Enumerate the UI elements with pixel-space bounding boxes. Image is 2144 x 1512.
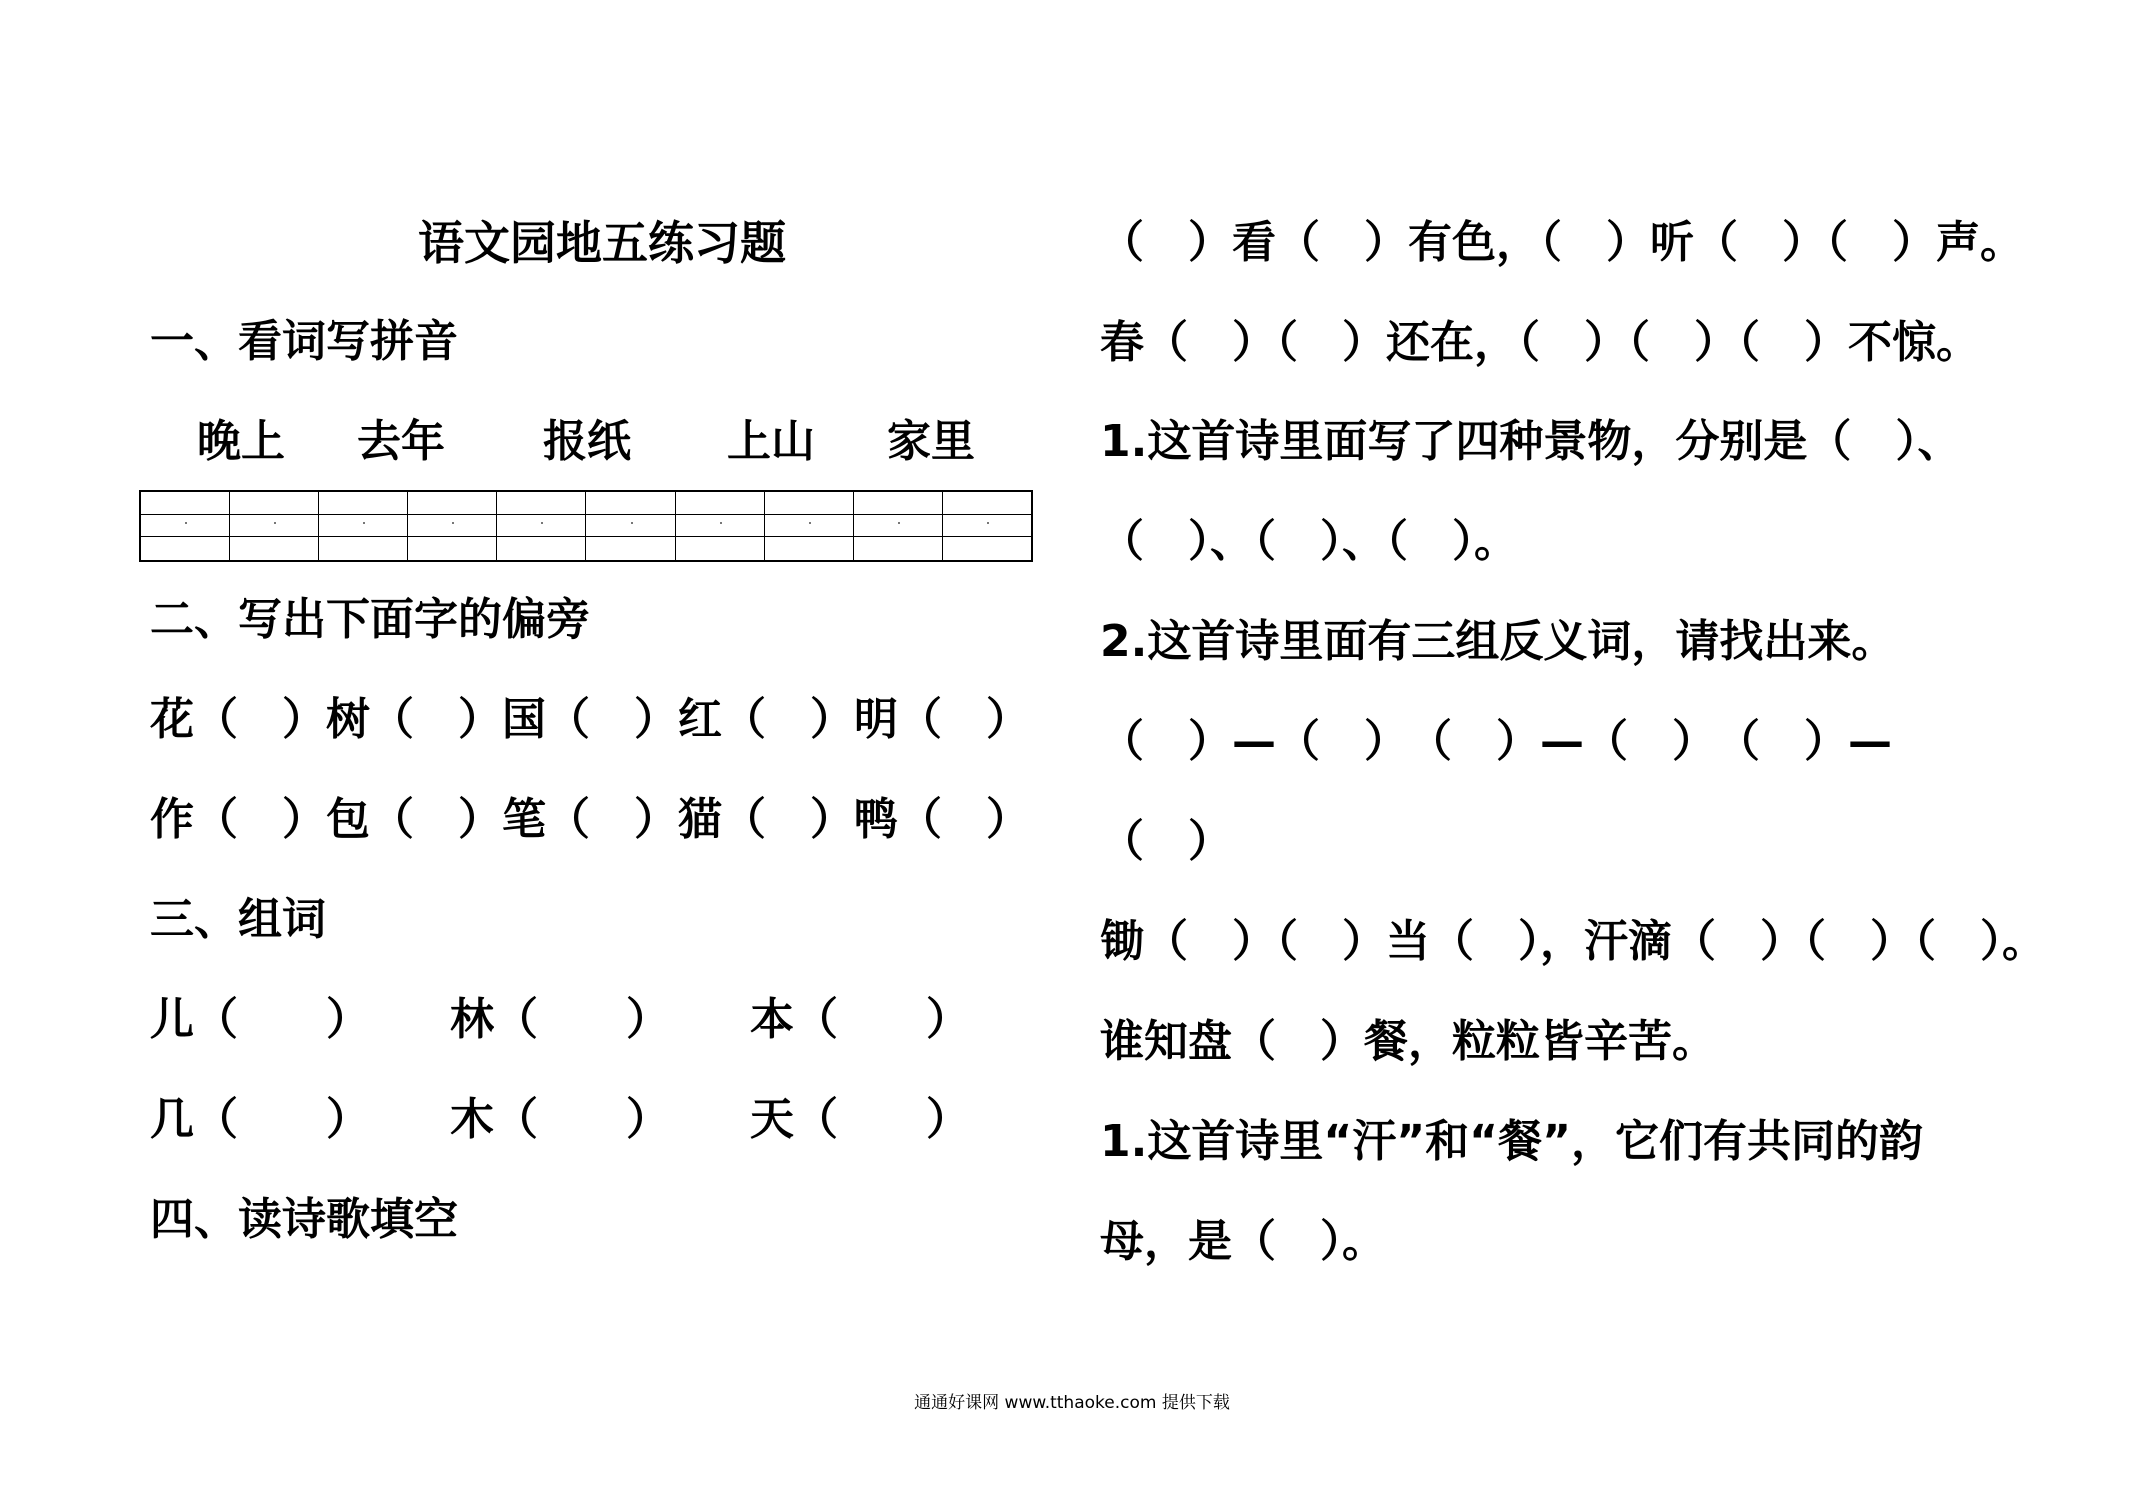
section-2-heading: 二、写出下面字的偏旁: [150, 594, 590, 645]
poem1-antonyms-a: （ ）—（ ） （ ）—（ ） （ ）—: [1100, 716, 1892, 767]
word-group-1: 儿（ ）: [150, 994, 370, 1045]
poem2-line-1: 锄（ ）（ ）当（ ），汗滴（ ）（ ）（ ）。: [1100, 916, 2046, 967]
pinyin-cell: [943, 492, 1031, 560]
section-4-heading: 四、读诗歌填空: [150, 1194, 458, 1245]
pinyin-word-4: 上山: [727, 416, 815, 467]
radical-row-2: 作（ ）包（ ）笔（ ）猫（ ）鸭（ ）: [150, 794, 1030, 845]
footer-credit: 通通好课网 www.tthaoke.com 提供下载: [914, 1393, 1230, 1413]
word-group-2: 林（ ）: [450, 994, 670, 1045]
poem2-line-2: 谁知盘（ ）餐，粒粒皆辛苦。: [1100, 1016, 1716, 1067]
pinyin-cell: [408, 492, 497, 560]
pinyin-cell: [319, 492, 408, 560]
word-group-6: 天（ ）: [750, 1094, 970, 1145]
pinyin-word-3: 报纸: [543, 416, 631, 467]
poem2-question-1b: 母，是（ ）。: [1100, 1216, 1386, 1267]
page-title: 语文园地五练习题: [418, 216, 786, 270]
pinyin-cell: [497, 492, 586, 560]
radical-row-1: 花（ ）树（ ）国（ ）红（ ）明（ ）: [150, 694, 1030, 745]
pinyin-writing-grid: [139, 490, 1033, 562]
pinyin-word-2: 去年: [357, 416, 445, 467]
pinyin-cell: [586, 492, 675, 560]
section-3-heading: 三、组词: [150, 894, 326, 945]
word-group-4: 几（ ）: [150, 1094, 370, 1145]
poem1-line-1: （ ）看（ ）有色，（ ）听（ ）（ ）声。: [1100, 217, 2024, 268]
pinyin-cell: [854, 492, 943, 560]
word-group-3: 本（ ）: [750, 994, 970, 1045]
pinyin-cell: [141, 492, 230, 560]
poem1-question-2: 2.这首诗里面有三组反义词，请找出来。: [1100, 616, 1896, 667]
section-1-heading: 一、看词写拼音: [150, 316, 458, 367]
poem1-question-1a: 1.这首诗里面写了四种景物，分别是（ ）、: [1100, 416, 1962, 467]
poem1-question-1b: （ ）、（ ）、（ ）。: [1100, 516, 1518, 567]
poem1-line-2: 春（ ）（ ）还在，（ ）（ ）（ ）不惊。: [1100, 317, 1980, 368]
pinyin-word-5: 家里: [887, 416, 975, 467]
poem2-question-1a: 1.这首诗里“汗”和“餐”，它们有共同的韵: [1100, 1116, 1924, 1167]
poem1-antonyms-b: （ ）: [1100, 816, 1232, 867]
pinyin-cell: [765, 492, 854, 560]
pinyin-cell: [676, 492, 765, 560]
pinyin-cell: [230, 492, 319, 560]
word-group-5: 木（ ）: [450, 1094, 670, 1145]
pinyin-word-1: 晚上: [197, 416, 285, 467]
